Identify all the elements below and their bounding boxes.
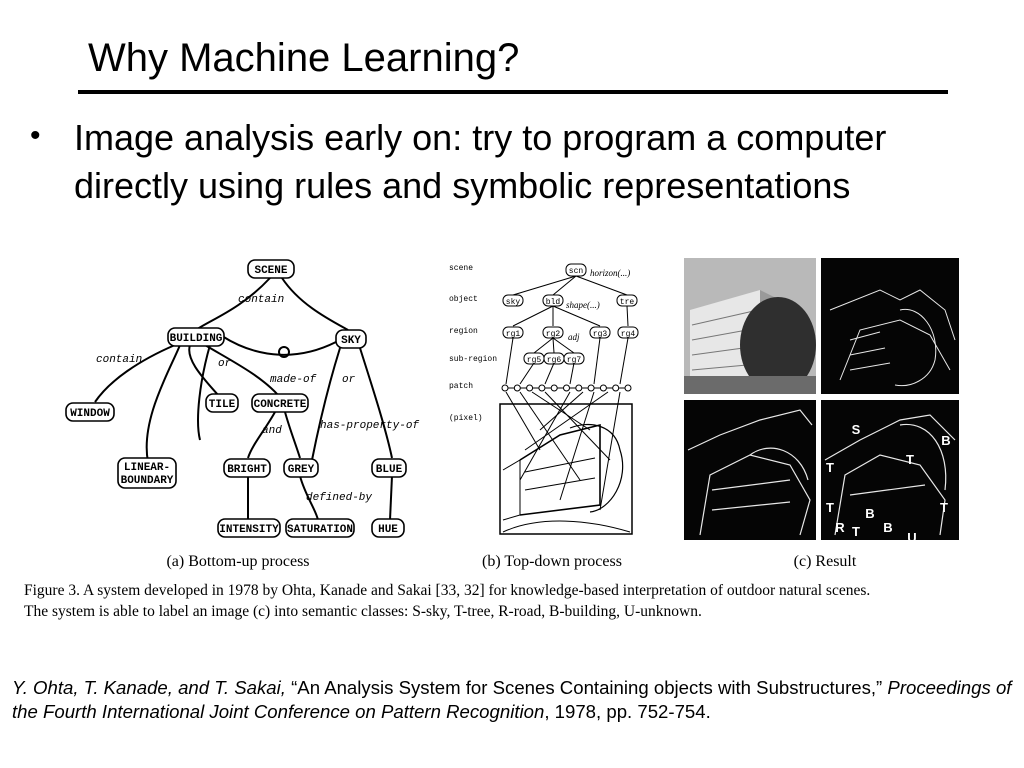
node-tile: TILE (208, 399, 236, 411)
patch-node (564, 385, 570, 391)
bullet-text: Image analysis early on: try to program a computer directly using rules and symbolic representations (74, 117, 887, 206)
b-node-rg7: rg7 (566, 356, 582, 365)
b-edge-shape: shape(...) (566, 300, 600, 310)
node-linear-boundary-1: LINEAR- (123, 462, 171, 474)
node-linear-boundary-2: BOUNDARY (120, 475, 174, 487)
node-sky: SKY (341, 335, 361, 347)
edge-contain-left: contain (96, 354, 143, 366)
node-bright: BRIGHT (227, 464, 267, 476)
node-window: WINDOW (70, 408, 110, 420)
figure-caption-line-1: Figure 3. A system developed in 1978 by Ohta, Kanade and Sakai [33, 32] for knowledge-based interpretation of outdoor natural scenes. (24, 582, 871, 599)
edge-made-of: made-of (270, 374, 317, 386)
b-node-sky: sky (505, 298, 521, 307)
patch-node (576, 385, 582, 391)
node-scene: SCENE (254, 265, 288, 277)
patch-node (625, 385, 631, 391)
node-grey: GREY (287, 464, 315, 476)
citation-title: “An Analysis System for Scenes Containing objects with Substructures,” (285, 677, 888, 698)
svg-text:(pixel): (pixel) (449, 414, 483, 423)
edge-or-1: or (218, 358, 232, 370)
b-edge-horizon: horizon(...) (590, 268, 631, 278)
svg-text:region: region (449, 327, 478, 336)
b-node-rg6: rg6 (546, 356, 562, 365)
b-node-rg2: rg2 (545, 330, 561, 339)
b-node-rg5: rg5 (526, 356, 542, 365)
citation-authors: Y. Ohta, T. Kanade, and T. Sakai, (12, 677, 286, 698)
edge-has-property-of: has-property-of (320, 420, 420, 432)
panel-c-original-photo (684, 258, 816, 394)
b-node-bld: bld (545, 298, 561, 307)
b-node-rg3: rg3 (592, 330, 608, 339)
patch-node (600, 385, 606, 391)
result-label-t5: T (852, 524, 860, 539)
panel-b-levels (449, 264, 497, 423)
patch-node (527, 385, 533, 391)
node-concrete: CONCRETE (253, 399, 307, 411)
patch-node (613, 385, 619, 391)
result-label-b3: B (883, 520, 893, 535)
node-building: BUILDING (169, 333, 223, 345)
panel-c-edge-map (821, 258, 959, 394)
title-underline (78, 90, 948, 94)
citation-tail: , 1978, pp. 752-754. (544, 701, 711, 722)
patch-node (539, 385, 545, 391)
result-label-u: U (907, 530, 917, 545)
edge-contain-top: contain (238, 294, 285, 306)
patch-node (551, 385, 557, 391)
patch-node (588, 385, 594, 391)
figure-caption-line-2: The system is able to label an image (c) into semantic classes: S-sky, T-tree, R-road, B-building, U-unknown. (24, 603, 702, 620)
node-hue: HUE (378, 524, 398, 536)
subcaption-c: (c) Result (793, 553, 857, 570)
edge-or-2: or (342, 374, 356, 386)
panel-b-nodes (503, 264, 638, 364)
patch-node (514, 385, 520, 391)
figure (0, 250, 1024, 580)
edge-defined-by: defined-by (306, 492, 373, 504)
b-node-rg4: rg4 (620, 330, 636, 339)
result-label-b2: B (865, 506, 875, 521)
svg-text:scene: scene (449, 264, 474, 273)
patch-node (502, 385, 508, 391)
node-saturation: SATURATION (286, 524, 354, 536)
node-intensity: INTENSITY (219, 524, 279, 536)
subcaption-b: (b) Top-down process (482, 553, 622, 570)
result-label-s: S (851, 422, 861, 437)
edge-and: and (262, 425, 282, 437)
citation-venue: Proceedings of the Fourth International Joint Conference on Pattern Recognition (12, 677, 1012, 722)
svg-text:sub-region: sub-region (449, 355, 498, 364)
svg-text:patch: patch (449, 382, 474, 391)
result-label-t3: T (826, 500, 834, 515)
slide-title: Why Machine Learning? (88, 36, 520, 80)
result-label-t2: T (906, 452, 914, 467)
node-blue: BLUE (375, 464, 403, 476)
subcaption-a: (a) Bottom-up process (166, 553, 310, 570)
bullet-marker: • (30, 119, 41, 152)
b-node-scn: scn (568, 267, 584, 276)
panel-c-labeled-map (821, 400, 959, 545)
panel-b-tree (500, 276, 632, 534)
b-node-rg1: rg1 (505, 330, 521, 339)
figure-caption (24, 580, 1014, 622)
result-label-t4: T (940, 500, 948, 515)
b-node-tre: tre (619, 298, 635, 307)
svg-text:object: object (449, 295, 478, 304)
result-label-t1: T (826, 460, 834, 475)
b-edge-adj: adj (568, 332, 580, 342)
panel-c-region-map (684, 400, 816, 540)
reference-citation (12, 676, 1012, 724)
result-label-r: R (835, 520, 845, 535)
result-label-b1: B (941, 433, 951, 448)
